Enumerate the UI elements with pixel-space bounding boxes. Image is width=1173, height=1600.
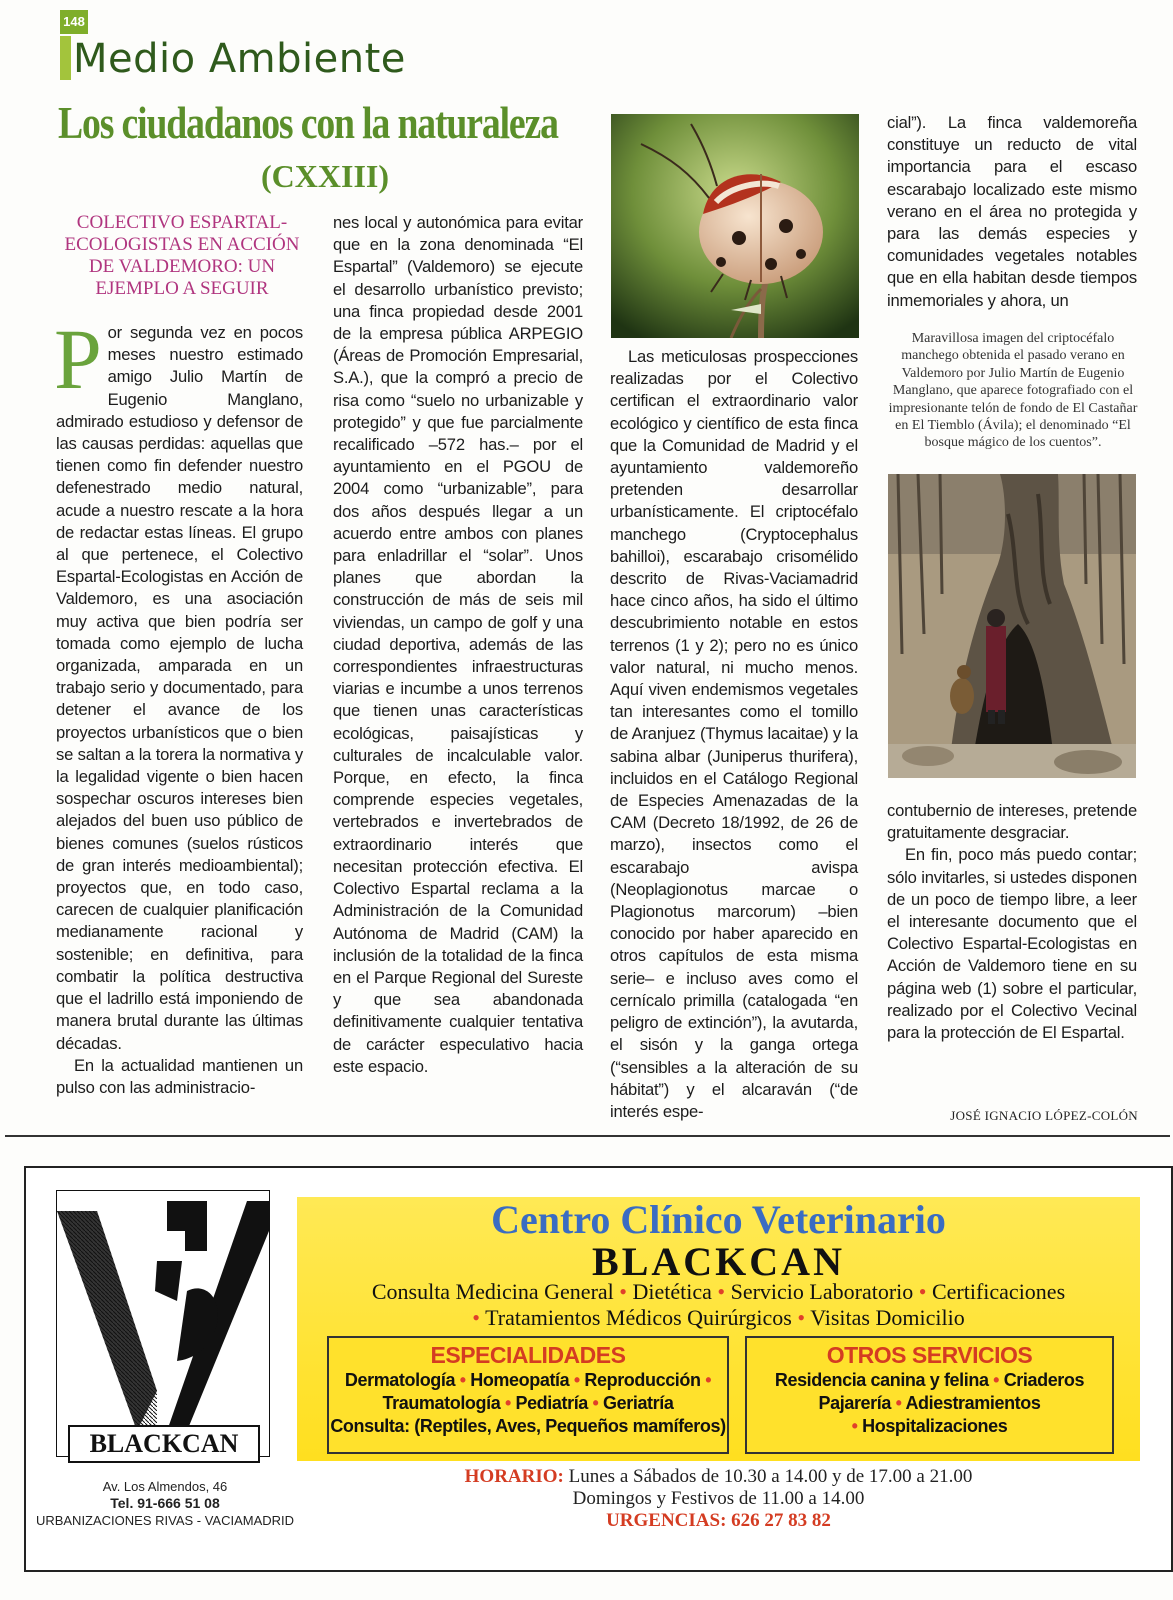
clinic-address — [30, 1478, 300, 1529]
other-service-item: Pajarería — [818, 1393, 891, 1413]
page-number: 148 — [60, 10, 88, 34]
specialty-item: Homeopatía — [470, 1370, 570, 1390]
hours-label: HORARIO: — [464, 1466, 564, 1487]
services-line-2: • Tratamientos Médicos Quirúrgicos • Visitas Domicilio — [472, 1305, 965, 1330]
tree-photo — [888, 474, 1136, 778]
ad-title: Centro Clínico Veterinario — [491, 1197, 946, 1242]
hours-line-2: Domingos y Festivos de 11.00 a 14.00 — [572, 1488, 865, 1509]
article-column-2 — [333, 212, 583, 1078]
especialidades-line-3: Consulta: (Reptiles, Aves, Pequeños mamíferos) — [330, 1416, 726, 1436]
ad-brand: BLACKCAN — [592, 1239, 845, 1284]
paragraph: En la actualidad mantienen un pulso con las administracio- — [56, 1055, 303, 1097]
article-title: Los ciudadanos con la naturaleza — [58, 97, 558, 148]
emergency-phone: URGENCIAS: 626 27 83 82 — [606, 1510, 831, 1531]
specialty-item: Dermatología — [344, 1370, 456, 1390]
article-column-3 — [610, 346, 858, 1123]
dog-logo — [56, 1190, 270, 1457]
tree-photo-illustration — [888, 474, 1136, 778]
paragraph: contubernio de intereses, pretende gratuitamente desgraciar. — [887, 801, 1137, 843]
service-item: Visitas Domicilio — [810, 1305, 965, 1330]
hours-line-1 — [300, 1466, 1137, 1488]
especialidades-line-1: Dermatología • Homeopatía • Reproducción • — [344, 1370, 712, 1390]
specialty-item: Traumatología — [382, 1393, 501, 1413]
photo-caption: Maravillosa imagen del criptocéfalo manchego obtenida el pasado verano en Valdemoro por Julio Martín de Eugenio Manglano, que aparece fotografiado con el impresionante telón de fondo de El Castañar en El Tiemblo (Ávila); el denominado “El bosque mágico de los cuentos”. — [888, 331, 1138, 451]
paragraph — [54, 311, 303, 1055]
service-item: Tratamientos Médicos Quirúrgicos — [485, 1305, 792, 1330]
otros-servicios-panel — [745, 1336, 1114, 1454]
beetle-photo — [611, 114, 859, 338]
specialty-item: Reproducción — [584, 1370, 701, 1390]
specialty-item: Geriatría — [603, 1393, 674, 1413]
service-item: Servicio Laboratorio — [730, 1279, 914, 1304]
otros-servicios-title: OTROS SERVICIOS — [826, 1342, 1033, 1368]
services-list — [300, 1279, 1137, 1331]
services-line-1: Consulta Medicina General • Dietética • Servicio Laboratorio • Certificaciones — [371, 1279, 1066, 1304]
address-area: URBANIZACIONES RIVAS - VACIAMADRID — [35, 1513, 295, 1528]
paragraph: En fin, poco más puedo contar; sólo invitarles, si ustedes disponen de un poco de tiempo libre, a leer el interesante documento que el Colectivo Espartal-Ecologistas en Acción de Valdemoro tiene en su página web (1) sobre el particular, realizado por el Colectivo Vecinal para la protección de El Espartal. — [887, 845, 1137, 1043]
especialidades-line-2: Traumatología • Pediatría • Geriatría — [382, 1393, 674, 1413]
article-column-4 — [887, 112, 1137, 312]
article-subtitle: (CXXIII) — [261, 158, 389, 194]
article-column-1 — [54, 311, 303, 1099]
paragraph-text: or segunda vez en pocos meses nuestro estimado amigo Julio Martín de Eugenio Manglano, admirado estudioso y defensor de las causas perdidas: aquellas que tienen como fin defender nuestro defenestrado medio natural, acude a nuestro rescate a la hora de redactar estas líneas. El grupo al que pertenece, el Colectivo Espartal-Ecologistas en Acción de Valdemoro, es una asociación muy activa que bien podría ser tomada como ejemplo de lucha organizada, amparada en un trabajo serio y documentado, para detener el avance de los proyectos urbanísticos que o bien se saltan a la torera la normativa y la legalidad vigente o bien hacen sospechar oscuros intereses bien alejados del buen uso público de bienes comunes (suelos rústicos de gran interés medioambiental); proyectos que, en todo caso, carecen de cualquier planificación medianamente racional y sostenible; en definitiva, para combatir la política destructiva que el ladrillo está imponiendo de manera brutal durante las últimas décadas. — [56, 323, 303, 1053]
article-column-4-continued — [887, 800, 1137, 1044]
blackcan-dog-logo-icon — [57, 1191, 269, 1456]
logo-wordmark: BLACKCAN — [68, 1425, 260, 1463]
hours-weekdays: Lunes a Sábados de 10.30 a 14.00 y de 17.00 a 21.00 — [568, 1466, 973, 1487]
specialty-item: Pediatría — [515, 1393, 588, 1413]
service-item: Certificaciones — [931, 1279, 1066, 1304]
paragraph: cial”). La finca valdemoreña constituye un reducto de vital importancia para el escaso escarabajo localizado este mismo verano en el área no protegida y para las demás especies y comunidades vegetales notables que en ella habitan desde tiempos inmemoriales y ahora, un — [887, 113, 1137, 310]
paragraph: nes local y autonómica para evitar que en la zona denominada “El Espartal” (Valdemoro) se ejecute el desarrollo urbanístico previsto; una finca propiedad desde 2001 de la empresa pública ARPEGIO (Áreas de Promoción Empresarial, S.A.), que la compró a precio de risa como “suelo no urbanizable y protegido” y que fue parcialmente recalificado –572 has.– por el ayuntamiento en el PGOU de 2004 como “urbanizable”, para dos años después llegar a un acuerdo entre ambos con planes para enladrillar el “solar”. Unos planes que abordan la construcción de más de seis mil viviendas, un campo de golf y una ciudad deportiva, además de las correspondientes infraestructuras viarias e incumbe a unos terrenos que tienen unas características ecológicas, paisajísticas y culturales de incalculable valor. Porque, en efecto, la finca comprende especies vegetales, vertebrados e invertebrados de extraordinario interés que necesitan protección efectiva. El Colectivo Espartal reclama a la Administración de la Comunidad Autónoma de Madrid (CAM) la inclusión de la totalidad de la finca en el Parque Regional del Sureste y que sea abandonada definitivamente cualquier tentativa de carácter especulativo hacia este espacio. — [333, 213, 583, 1076]
article-kicker: COLECTIVO ESPARTAL-ECOLOGISTAS EN ACCIÓN DE VALDEMORO: UN EJEMPLO A SEGUIR — [64, 212, 300, 299]
beetle-photo-illustration — [611, 114, 859, 338]
other-service-item: Criaderos — [1003, 1370, 1085, 1390]
section-title-text: Medio Ambiente — [73, 36, 406, 82]
divider — [5, 1135, 1170, 1137]
otros-line-3: • Hospitalizaciones — [851, 1416, 1008, 1436]
other-service-item: Hospitalizaciones — [862, 1416, 1008, 1436]
other-service-item: Residencia canina y felina — [774, 1370, 989, 1390]
author-byline: JOSÉ IGNACIO LÓPEZ-COLÓN — [950, 1108, 1138, 1123]
address-phone: Tel. 91-666 51 08 — [110, 1495, 220, 1511]
opening-hours — [300, 1466, 1137, 1532]
paragraph: Las meticulosas prospecciones realizadas por el Colectivo certifican el extraordinario valor ecológico y científico de esta finca que la Comunidad de Madrid y el ayuntamiento valdemoreño pretenden desarrollar urbanísticamente. El criptocéfalo manchego (Cryptocephalus bahilloi), escarabajo crisomélido descrito de Rivas-Vaciamadrid hace cinco años, ha sido el último descubrimiento notable en estos terrenos (1 y 2); pero no es único valor natural, ni mucho menos. Aquí viven endemismos vegetales tan interesantes como el tomillo de Aranjuez (Thymus lacaitae) y la sabina albar (Juniperus thurifera), incluidos en el Catálogo Regional de Especies Amenazadas de la CAM (Decreto 18/1992, de 26 de marzo), insectos como el escarabajo avispa (Neoplagionotus marcae o Plagionotus marcorum) –bien conocido por haber aparecido en otros capítulos de esta misma serie– e incluso aves como el cernícalo primilla (catalogada “en peligro de extinción”), la avutarda, el sisón y la ganga ortega (“sensibles a la alteración de su hábitat”) y el alcaraván (“de interés espe- — [610, 347, 858, 1121]
address-street: Av. Los Almendos, 46 — [102, 1479, 228, 1494]
especialidades-title: ESPECIALIDADES — [430, 1342, 626, 1368]
especialidades-panel — [327, 1336, 729, 1454]
service-item: Consulta Medicina General — [371, 1279, 614, 1304]
otros-line-1: Residencia canina y felina • Criaderos — [774, 1370, 1085, 1390]
other-service-item: Adiestramientos — [905, 1393, 1041, 1413]
section-title — [60, 36, 406, 88]
service-item: Dietética — [632, 1279, 712, 1304]
drop-cap: P — [54, 311, 102, 407]
otros-line-2: Pajarería • Adiestramientos — [818, 1393, 1041, 1413]
section-accent-bar — [60, 36, 71, 80]
